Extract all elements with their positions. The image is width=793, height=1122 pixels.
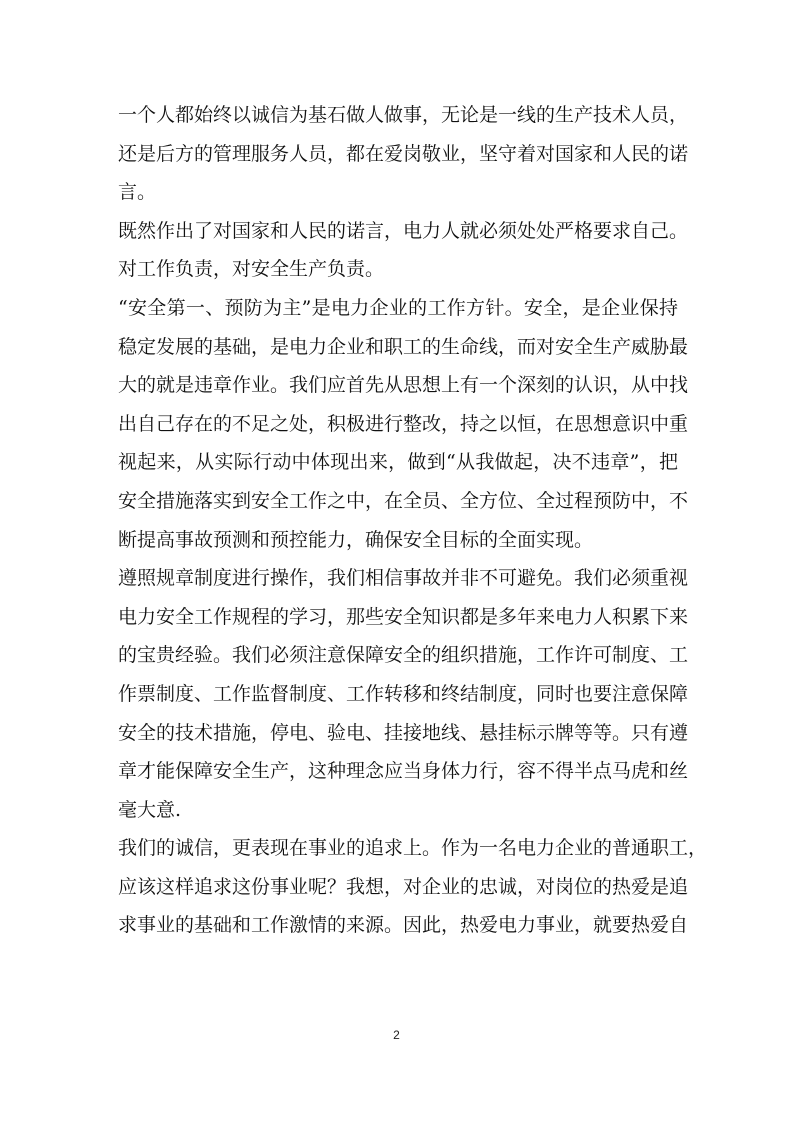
- text-line: 言。: [118, 181, 157, 204]
- text-line: 遵照规章制度进行操作，我们相信事故并非不可避免。我们必须重视: [118, 567, 689, 590]
- text-line: 稳定发展的基础，是电力企业和职工的生命线，而对安全生产威胁最: [118, 335, 689, 358]
- text-line: 视起来，从实际行动中体现出来，做到“从我做起，决不违章”，把: [118, 451, 678, 474]
- text-line: 求事业的基础和工作激情的来源。因此，热爱电力事业，就要热爱自: [118, 914, 689, 937]
- text-line: 章才能保障安全生产，这种理念应当身体力行，容不得半点马虎和丝: [118, 760, 689, 783]
- text-line: 应该这样追求这份事业呢？我想，对企业的忠诚，对岗位的热爱是追: [118, 875, 689, 898]
- text-line: 大的就是违章作业。我们应首先从思想上有一个深刻的认识，从中找: [118, 374, 689, 397]
- text-line: 安全措施落实到安全工作之中，在全员、全方位、全过程预防中，不: [118, 489, 689, 512]
- text-line: 电力安全工作规程的学习，那些安全知识都是多年来电力人积累下来: [118, 605, 689, 628]
- text-line: 的宝贵经验。我们必须注意保障安全的组织措施，工作许可制度、工: [118, 644, 689, 667]
- text-line: 毫大意.: [118, 798, 182, 821]
- text-line: 作票制度、工作监督制度、工作转移和终结制度，同时也要注意保障: [118, 682, 689, 705]
- body-text: [118, 96, 708, 945]
- text-line: 一个人都始终以诚信为基石做人做事，无论是一线的生产技术人员，: [118, 104, 689, 126]
- text-line: 安全的技术措施，停电、验电、挂接地线、悬挂标示牌等等。只有遵: [118, 721, 689, 744]
- text-line: 还是后方的管理服务人员，都在爱岗敬业，坚守着对国家和人民的诺: [118, 142, 689, 165]
- page-number: 2: [393, 1028, 400, 1042]
- text-line: 既然作出了对国家和人民的诺言，电力人就必须处处严格要求自己。: [118, 219, 689, 242]
- text-line: 断提高事故预测和预控能力，确保安全目标的全面实现。: [118, 528, 594, 551]
- text-line: 对工作负责，对安全生产负责。: [118, 258, 385, 281]
- text-line: 出自己存在的不足之处，积极进行整改，持之以恒，在思想意识中重: [118, 412, 689, 435]
- text-line: “安全第一、预防为主”是电力企业的工作方针。安全，是企业保持: [118, 296, 678, 319]
- text-line: 我们的诚信，更表现在事业的追求上。作为一名电力企业的普通职工，: [118, 837, 708, 860]
